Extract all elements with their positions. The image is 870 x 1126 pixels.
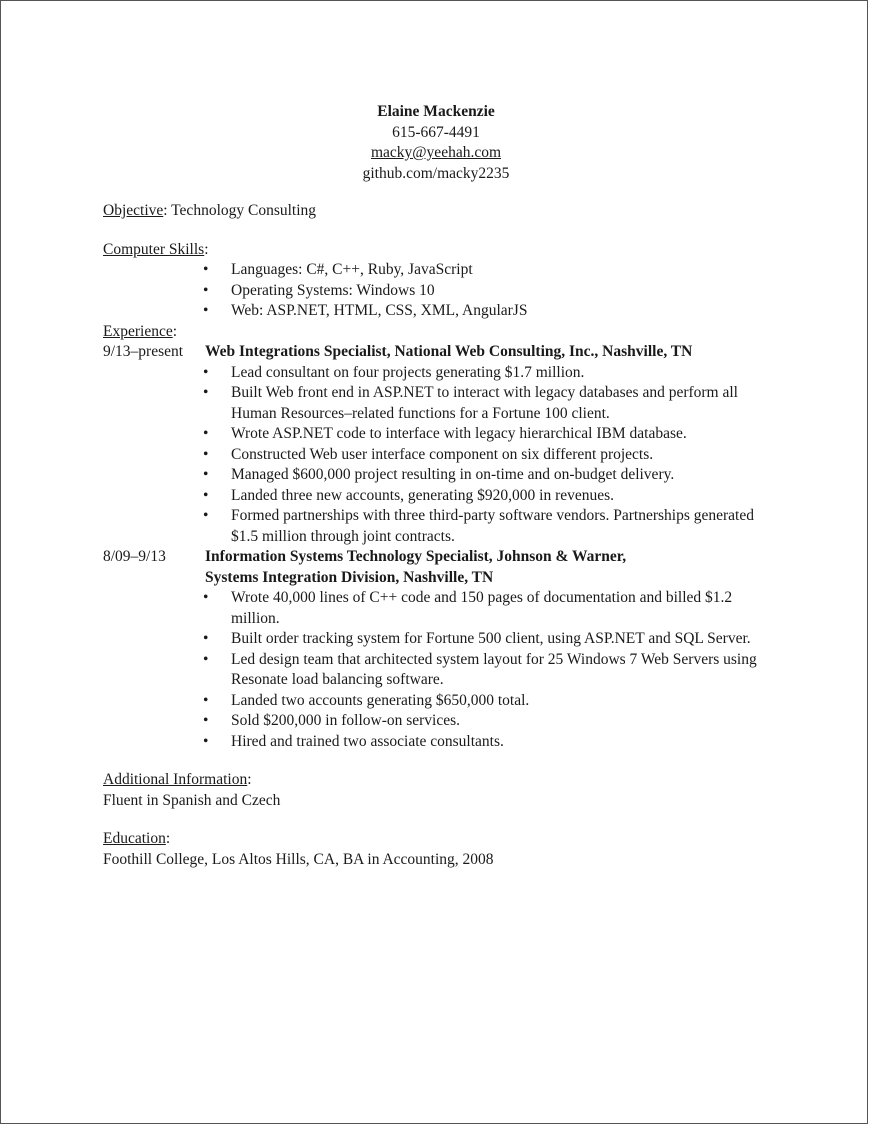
experience-label: Experience bbox=[103, 322, 173, 340]
email-link[interactable]: macky@yeehah.com bbox=[370, 144, 502, 161]
additional-value: Fluent in Spanish and Czech bbox=[103, 791, 281, 809]
objective-section: Objective: Technology Consulting bbox=[103, 202, 317, 219]
bullet-icon: • bbox=[203, 466, 209, 483]
education-label: Education bbox=[103, 830, 166, 847]
bullet-icon: • bbox=[203, 507, 209, 524]
list-item: • Formed partnerships with three third-party software vendors. Partnerships generated $1.5 million through joint contracts. bbox=[203, 507, 754, 545]
bullet-icon: • bbox=[203, 732, 209, 750]
phone-number: 615-667-4491 bbox=[392, 123, 480, 141]
job-title-line-2: Systems Integration Division, Nashville, TN bbox=[205, 568, 494, 586]
bullet-icon: • bbox=[203, 281, 209, 299]
list-item: • Led design team that architected system layout for 25 Windows 7 Web Servers using Resonate load balancing software. bbox=[203, 650, 757, 688]
skills-heading: Computer Skills: bbox=[103, 240, 209, 258]
list-item: • Wrote 40,000 lines of C++ code and 150 pages of documentation and billed $1.2 million. bbox=[203, 589, 733, 627]
bullet-icon: • bbox=[203, 363, 209, 381]
education-value: Foothill College, Los Altos Hills, CA, BA in Accounting, 2008 bbox=[103, 850, 494, 868]
list-item: • Hired and trained two associate consultants. bbox=[103, 732, 783, 753]
list-item: • Lead consultant on four projects generating $1.7 million. bbox=[103, 363, 783, 384]
job-bullets bbox=[103, 363, 783, 548]
bullet-icon: • bbox=[203, 691, 209, 709]
additional-label: Additional Information bbox=[103, 771, 248, 788]
bullet-icon: • bbox=[203, 630, 209, 647]
job-entry bbox=[103, 342, 783, 547]
bullet-icon: • bbox=[203, 589, 209, 606]
resume-body bbox=[103, 201, 783, 870]
bullet-icon: • bbox=[203, 261, 209, 278]
bullet-icon: • bbox=[203, 445, 209, 463]
resume-header bbox=[1, 102, 870, 184]
bullet-icon: • bbox=[203, 384, 209, 401]
bullet-icon: • bbox=[203, 650, 209, 668]
bullet-icon: • bbox=[203, 302, 209, 319]
bullet-icon: • bbox=[203, 712, 209, 729]
list-item: • Landed two accounts generating $650,000 total. bbox=[103, 691, 783, 712]
objective-label: Objective bbox=[103, 202, 164, 219]
list-item: • Web: ASP.NET, HTML, CSS, XML, AngularJS bbox=[103, 301, 783, 322]
job-date: 8/09–9/13 bbox=[103, 548, 166, 565]
list-item: • Landed three new accounts, generating $920,000 in revenues. bbox=[103, 486, 783, 507]
list-item: • Sold $200,000 in follow-on services. bbox=[103, 711, 783, 732]
additional-heading: Additional Information: bbox=[103, 771, 252, 788]
job-date: 9/13–present bbox=[103, 343, 184, 360]
github-url: github.com/macky2235 bbox=[362, 164, 510, 182]
experience-heading: Experience: bbox=[103, 322, 178, 340]
job-title: Information Systems Technology Specialist, Johnson & Warner, bbox=[205, 548, 627, 565]
list-item: • Constructed Web user interface component on six different projects. bbox=[103, 445, 783, 466]
list-item: • Operating Systems: Windows 10 bbox=[103, 281, 783, 302]
skills-label: Computer Skills bbox=[103, 240, 205, 258]
list-item: • Built order tracking system for Fortune 500 client, using ASP.NET and SQL Server. bbox=[103, 629, 783, 650]
list-item: • Wrote ASP.NET code to interface with legacy hierarchical IBM database. bbox=[103, 424, 783, 445]
candidate-name: Elaine Mackenzie bbox=[377, 103, 495, 120]
job-bullets bbox=[103, 588, 783, 752]
skills-list bbox=[103, 260, 783, 322]
list-item: • Managed $600,000 project resulting in on-time and on-budget delivery. bbox=[103, 465, 783, 486]
education-heading: Education: bbox=[103, 830, 171, 847]
bullet-icon: • bbox=[203, 486, 209, 504]
job-entry bbox=[103, 547, 783, 752]
bullet-icon: • bbox=[203, 425, 209, 442]
list-item: • Languages: C#, C++, Ruby, JavaScript bbox=[103, 260, 783, 281]
objective-value: Technology Consulting bbox=[171, 202, 317, 219]
list-item: • Built Web front end in ASP.NET to interact with legacy databases and perform all Human Resources–related functions for a Fortune 100 client. bbox=[203, 384, 738, 422]
job-title: Web Integrations Specialist, National Web Consulting, Inc., Nashville, TN bbox=[205, 343, 693, 360]
